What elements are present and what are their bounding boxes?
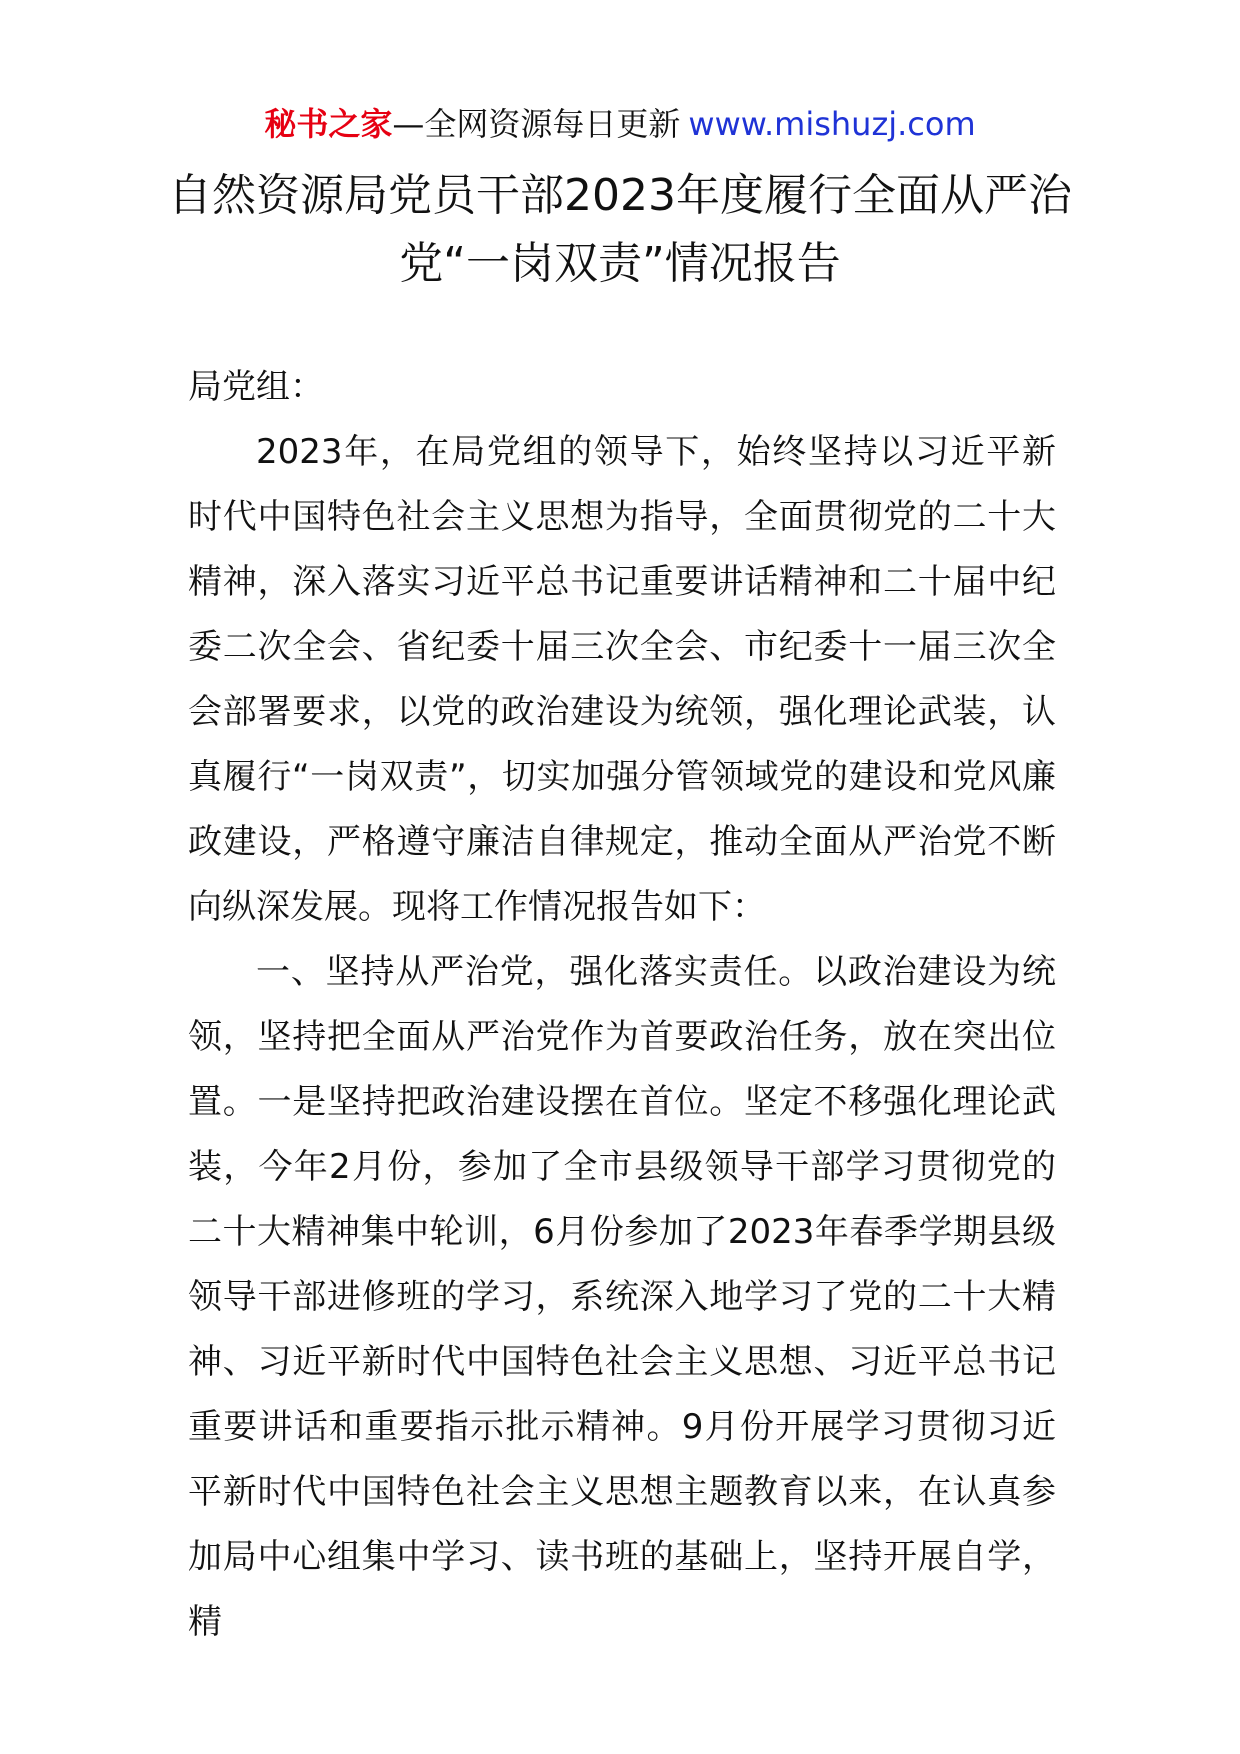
paragraph-section-1: 一、坚持从严治党，强化落实责任。以政治建设为统领，坚持把全面从严治党作为首要政治任务，放在突出位置。一是坚持把政治建设摆在首位。坚定不移强化理论武装，今年2月份，参加了全市县级领导干部学习贯彻党的二十大精神集中轮训，6月份参加了2023年春季学期县级领导干部进修班的学习，系统深入地学习了党的二十大精神、习近平新时代中国特色社会主义思想、习近平总书记重要讲话和重要指示批示精神。9月份开展学习贯彻习近平新时代中国特色社会主义思想主题教育以来，在认真参加局中心组集中学习、读书班的基础上，坚持开展自学，精: [188, 952, 1056, 1642]
header-tagline: —全网资源每日更新: [392, 105, 681, 143]
salutation: 局党组：: [188, 367, 324, 407]
document-body: [188, 355, 1056, 1655]
title-line-1: 自然资源局党员干部2023年度履行全面从严治: [168, 170, 1072, 221]
paragraph-intro: 2023年，在局党组的领导下，始终坚持以习近平新时代中国特色社会主义思想为指导，全面贯彻党的二十大精神，深入落实习近平总书记重要讲话精神和二十届中纪委二次全会、省纪委十届三次全会、市纪委十一届三次全会部署要求，以党的政治建设为统领，强化理论武装，认真履行“一岗双责”，切实加强分管领域党的建设和党风廉政建设，严格遵守廉洁自律规定，推动全面从严治党不断向纵深发展。现将工作情况报告如下：: [188, 432, 1056, 927]
site-header: [0, 102, 1240, 146]
site-url-link[interactable]: www.mishuzj.com: [688, 105, 976, 143]
brand-name: 秘书之家: [264, 105, 393, 143]
title-line-2: 党“一岗双责”情况报告: [399, 238, 841, 289]
document-title: [0, 162, 1240, 298]
